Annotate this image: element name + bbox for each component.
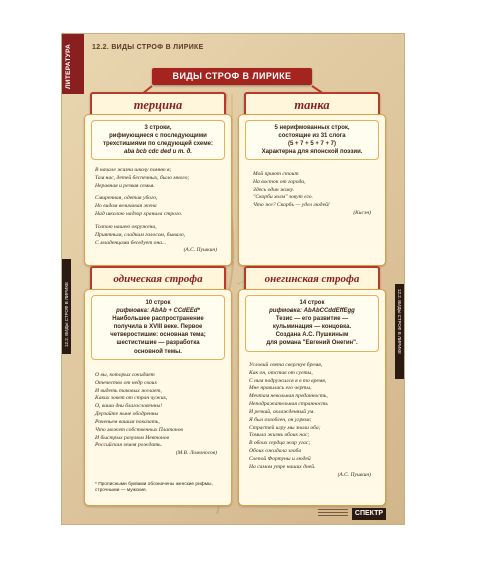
odic-info-line: получила в XVIII веке. Первое bbox=[113, 324, 203, 331]
poem-line: И видеть таковых желает, bbox=[95, 387, 162, 394]
subject-label bbox=[62, 34, 84, 94]
tercina-info-line: рифмующиеся с последующими bbox=[109, 133, 207, 140]
poem-line: "Скорби холм" зовут его. bbox=[253, 194, 313, 201]
poem-line: Неравная и резвая семья. bbox=[95, 182, 155, 189]
poem-line: Но видом величавая жена bbox=[95, 203, 157, 210]
poem-author: (А.С. Пушкин) bbox=[183, 247, 217, 254]
poem-line: Мне нравились его черты, bbox=[249, 385, 312, 392]
onegin-card bbox=[238, 289, 386, 506]
odic-card bbox=[84, 289, 232, 506]
poem-line: Дерзайте ныне ободренны bbox=[95, 411, 159, 418]
poem-line: Отечество от недр своих bbox=[95, 379, 157, 386]
section-code: 12.2. ВИДЫ СТРОФ В ЛИРИКЕ bbox=[92, 44, 204, 51]
onegin-info-line: Создана А.С. Пушкиным bbox=[275, 332, 349, 339]
poem-line: Томила жизнь обоих нас; bbox=[249, 432, 310, 439]
odic-rhyme-scheme: рифмовка: AbAb + CCdEEd* bbox=[116, 308, 200, 315]
poem-line: Как он, отстав от суеты, bbox=[249, 369, 313, 376]
tercina-info-line: трехстишиями по следующей схеме: bbox=[103, 141, 213, 148]
poem-line: Обоих ожидала злоба bbox=[249, 448, 302, 455]
poem-line: Российская земля рождать. bbox=[95, 442, 163, 449]
tercina-info-line: 3 строки, bbox=[144, 125, 172, 131]
tanka-info-line: 5 нерифмованных строк, bbox=[274, 125, 350, 131]
poem-line: Каких зовет от стран чужих, bbox=[95, 395, 168, 402]
poem-line: Условий света свергнув бремя, bbox=[249, 362, 323, 368]
poem-line: Слепой Фортуны и людей bbox=[249, 455, 311, 462]
onegin-rhyme-scheme: рифмовка: AbAbCCddEffEgg bbox=[269, 308, 355, 315]
left-edge-strip bbox=[62, 259, 71, 354]
right-edge-strip bbox=[395, 284, 404, 379]
poem-line: На самом утре наших дней. bbox=[249, 463, 316, 470]
poem-line: Смиренная, одетая убого, bbox=[95, 195, 158, 202]
poem-line: И резкий, охлажденный ум. bbox=[249, 408, 315, 415]
odic-footnote: * Прописными буквами обозначены женские рифмы, строчными — мужские. bbox=[95, 482, 213, 494]
tercina-card bbox=[84, 114, 232, 266]
onegin-poem bbox=[249, 362, 379, 479]
poem-line: Страстей игру мы знали оба; bbox=[249, 424, 321, 431]
poem-line: Здесь один живу. bbox=[253, 186, 295, 193]
poem-author: (А.С. Пушкин) bbox=[337, 471, 371, 478]
poem-line: Неподражательная странность bbox=[249, 401, 328, 408]
onegin-info bbox=[245, 295, 379, 352]
poem-line: На восток от города, bbox=[253, 178, 306, 185]
left-strip-text: 12.2. ВИДЫ СТРОФ В ЛИРИКЕ bbox=[64, 282, 69, 347]
publisher-fineprint bbox=[318, 509, 348, 519]
right-strip-text: 12.2. ВИДЫ СТРОФ В ЛИРИКЕ bbox=[397, 289, 402, 354]
poem-line: Что может собственных Платонов bbox=[95, 426, 183, 433]
publisher-logo: СПЕКТР bbox=[352, 508, 386, 520]
tercina-header: терцина bbox=[90, 92, 226, 118]
poem-line: С ним подружился я в то время, bbox=[249, 377, 327, 384]
odic-info-line: Наибольшее распространение bbox=[112, 316, 204, 323]
tanka-info-line: (5 + 7 + 5 + 7 + 7) bbox=[287, 141, 337, 148]
tercina-poem bbox=[95, 167, 225, 255]
poem-line: Толпою нашею окружена, bbox=[95, 223, 157, 230]
poem-line: Я был озлоблен, он угрюм; bbox=[249, 416, 312, 423]
tanka-header: танка bbox=[244, 92, 380, 118]
poem-line: Что же? Скорбь — удел людей! bbox=[253, 202, 330, 209]
poem-line: В обоих сердца жар угас; bbox=[249, 440, 311, 447]
subject-label-text: ЛИТЕРАТУРА bbox=[65, 43, 72, 89]
poem-line: Раченьем вашим показать, bbox=[95, 418, 160, 425]
poem-line: Мой приют стоит bbox=[253, 171, 299, 177]
poem-line: Над школою надзор хранила строго. bbox=[95, 211, 183, 218]
poem-line: Приятным, сладким голосом, бывало, bbox=[95, 231, 186, 238]
poem-line: О вы, которых ожидает bbox=[95, 372, 155, 378]
tanka-info bbox=[245, 120, 379, 160]
onegin-info-line: кульминация — концовка. bbox=[272, 324, 352, 331]
onegin-info-line: 14 строк bbox=[299, 300, 325, 306]
poem-author: (М.В. Ломоносов) bbox=[175, 450, 217, 457]
odic-info-line: шестистишие — разработка bbox=[116, 340, 200, 347]
odic-info bbox=[91, 295, 225, 360]
odic-info-line: 10 строк bbox=[145, 300, 171, 306]
poem-line: И быстрых разумом Невтонов bbox=[95, 434, 170, 441]
poem-line: Мечтам невольная преданность, bbox=[249, 393, 328, 400]
tercina-rhyme-scheme: aba bcb cdc ded и т. д. bbox=[124, 149, 192, 156]
tanka-card bbox=[238, 114, 386, 266]
poem-author: (Кисэн) bbox=[353, 210, 371, 217]
odic-info-line: основной темы. bbox=[134, 348, 182, 355]
poem-line: О, ваши дни благословенны! bbox=[95, 403, 163, 410]
poem-line: В начале жизни школу помню я; bbox=[95, 167, 172, 173]
onegin-info-line: для романа "Евгений Онегин". bbox=[266, 340, 358, 347]
tanka-info-line: состоящие из 31 слога bbox=[278, 133, 346, 140]
odic-info-line: четверостишие: основная тема; bbox=[110, 332, 206, 339]
odic-poem bbox=[95, 372, 225, 458]
tercina-info bbox=[91, 120, 225, 160]
tanka-poem bbox=[253, 171, 379, 218]
poem-line: Там нас, детей беспечных, было много; bbox=[95, 174, 190, 181]
poster-title: ВИДЫ СТРОФ В ЛИРИКЕ bbox=[152, 68, 312, 85]
onegin-info-line: Тезис — его развитие — bbox=[275, 316, 349, 323]
poster bbox=[62, 34, 404, 524]
odic-header: одическая строфа bbox=[90, 266, 226, 292]
tanka-info-line: Характерна для японской поэзии. bbox=[261, 149, 363, 156]
poem-line: С младенцами беседует она... bbox=[95, 239, 167, 246]
onegin-header: онегинская строфа bbox=[244, 266, 380, 292]
